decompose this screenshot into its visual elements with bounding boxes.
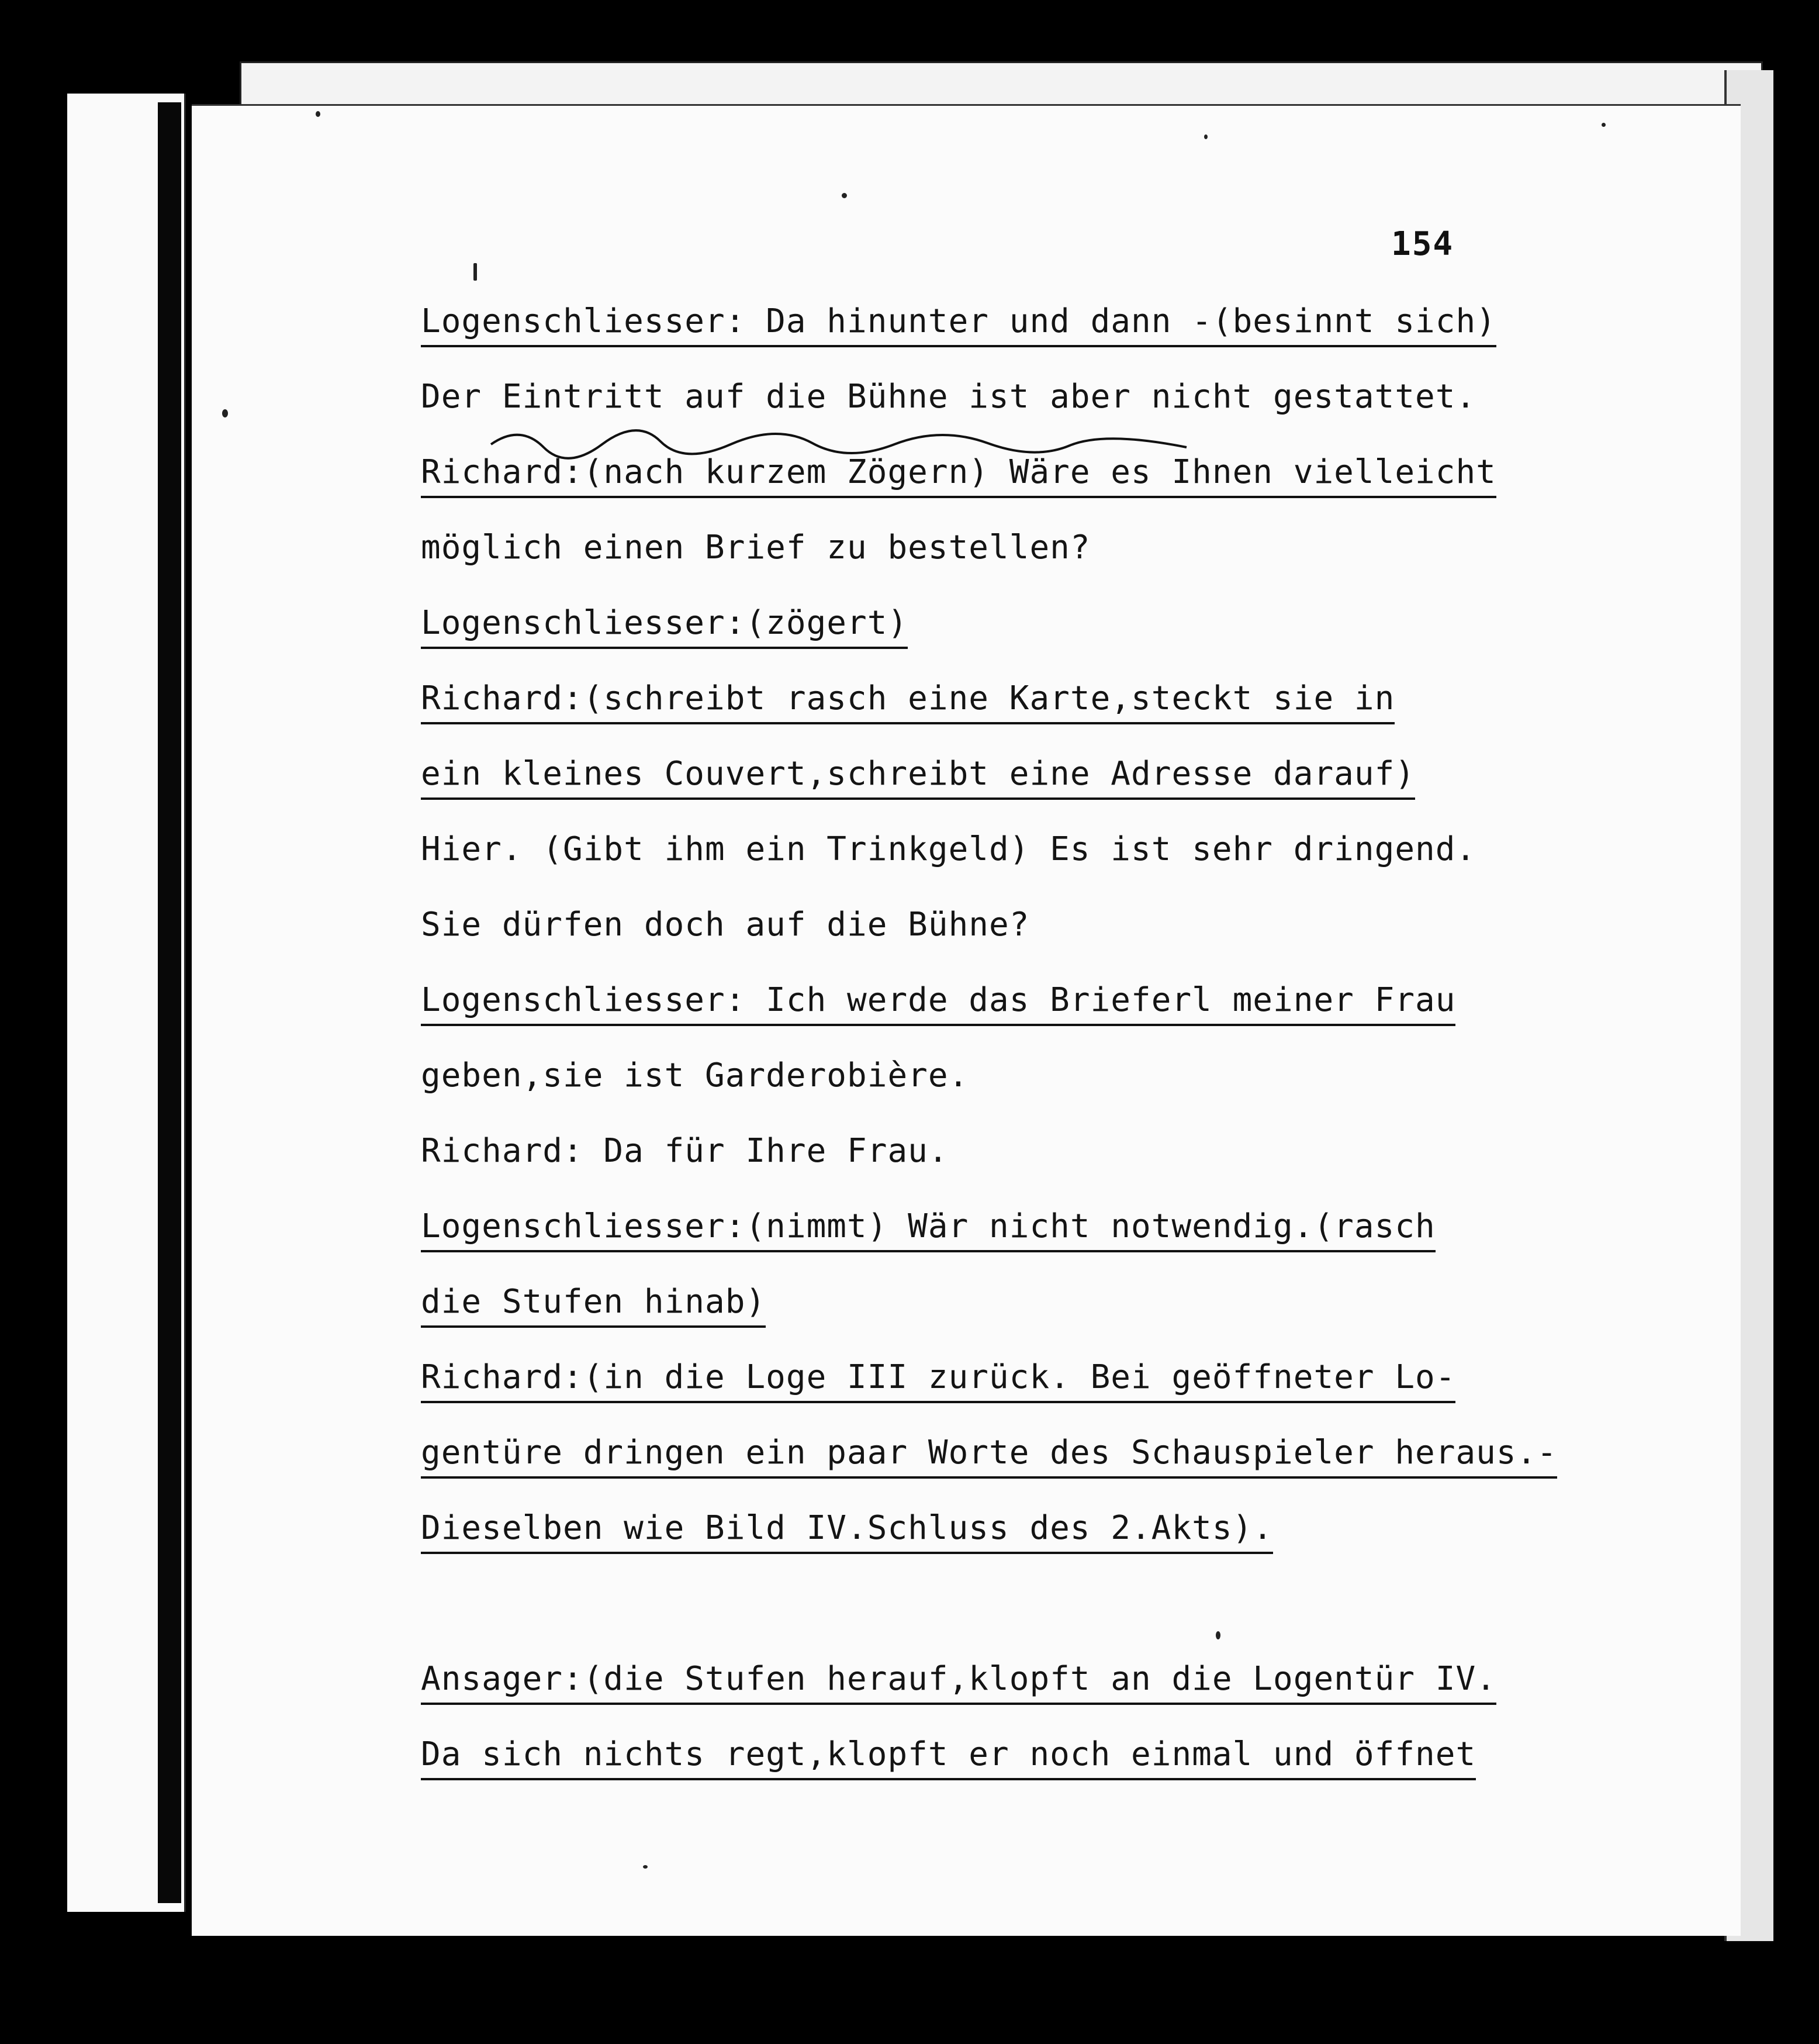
line-text: Logenschliesser: Da hinunter und dann -(besinnt sich) [421,302,1496,340]
text-line [421,832,1707,907]
ink-speck [643,1865,648,1869]
text-line [421,455,1707,530]
line-text: Richard:(nach kurzem Zögern) Wäre es Ihnen vielleicht [421,453,1496,491]
ink-speck [1602,123,1606,127]
underline [421,496,1496,498]
text-line [421,1360,1707,1435]
line-text: Logenschliesser: Ich werde das Brieferl meiner Frau [421,981,1456,1019]
text-line [421,379,1707,455]
line-text: Dieselben wie Bild IV.Schluss des 2.Akts). [421,1509,1274,1547]
line-text: Sie dürfen doch auf die Bühne? [421,906,1030,944]
underline [421,647,908,649]
text-line [421,757,1707,832]
text-line [421,1737,1707,1812]
ink-speck [1204,134,1208,139]
underline [421,1476,1557,1479]
text-line [421,530,1707,606]
underline [421,722,1395,724]
text-line [421,606,1707,681]
underline [421,1250,1436,1252]
underline [421,1024,1455,1026]
line-text: Hier. (Gibt ihm ein Trinkgeld) Es ist sehr dringend. [421,830,1476,868]
line-text: Logenschliesser:(zögert) [421,604,908,642]
text-line [421,1058,1707,1134]
text-line [421,1209,1707,1285]
text-line [421,1662,1707,1737]
binding-bar [158,102,181,1903]
text-line [421,1511,1707,1586]
ink-speck [473,263,477,281]
text-line [421,907,1707,983]
line-text: Richard: Da für Ihre Frau. [421,1132,949,1170]
line-text: Da sich nichts regt,klopft er noch einmal und öffnet [421,1735,1476,1773]
ink-speck [842,193,847,198]
line-text: geben,sie ist Garderobière. [421,1056,969,1094]
text-line [421,1435,1707,1511]
underline [421,1401,1455,1403]
underline [421,1778,1476,1780]
text-line [421,1134,1707,1209]
line-text: gentüre dringen ein paar Worte des Schauspieler heraus.- [421,1434,1558,1472]
text-line [421,1285,1707,1360]
text-line [421,983,1707,1058]
line-text: möglich einen Brief zu bestellen? [421,529,1091,567]
underline [421,797,1415,800]
line-text: die Stufen hinab) [421,1283,766,1321]
line-text: Richard:(in die Loge III zurück. Bei geöffneter Lo- [421,1358,1456,1396]
line-text: Logenschliesser:(nimmt) Wär nicht notwendig.(rasch [421,1207,1436,1245]
ink-speck [222,409,228,417]
underline [421,345,1496,347]
text-line [421,1586,1707,1662]
line-text: Der Eintritt auf die Bühne ist aber nicht gestattet. [421,378,1476,416]
line-text: Ansager:(die Stufen herauf,klopft an die Logentür IV. [421,1660,1496,1698]
line-text: ein kleines Couvert,schreibt eine Adresse darauf) [421,755,1416,793]
underline [421,1552,1273,1554]
text-lines [421,304,1707,1812]
text-line [421,304,1707,379]
underline [421,1325,766,1328]
underline [421,1703,1496,1705]
text-line [421,681,1707,757]
ink-speck [1216,1631,1220,1639]
ink-speck [316,111,320,117]
page-number: 154 [1391,225,1454,263]
line-text: Richard:(schreibt rasch eine Karte,steckt sie in [421,679,1395,717]
